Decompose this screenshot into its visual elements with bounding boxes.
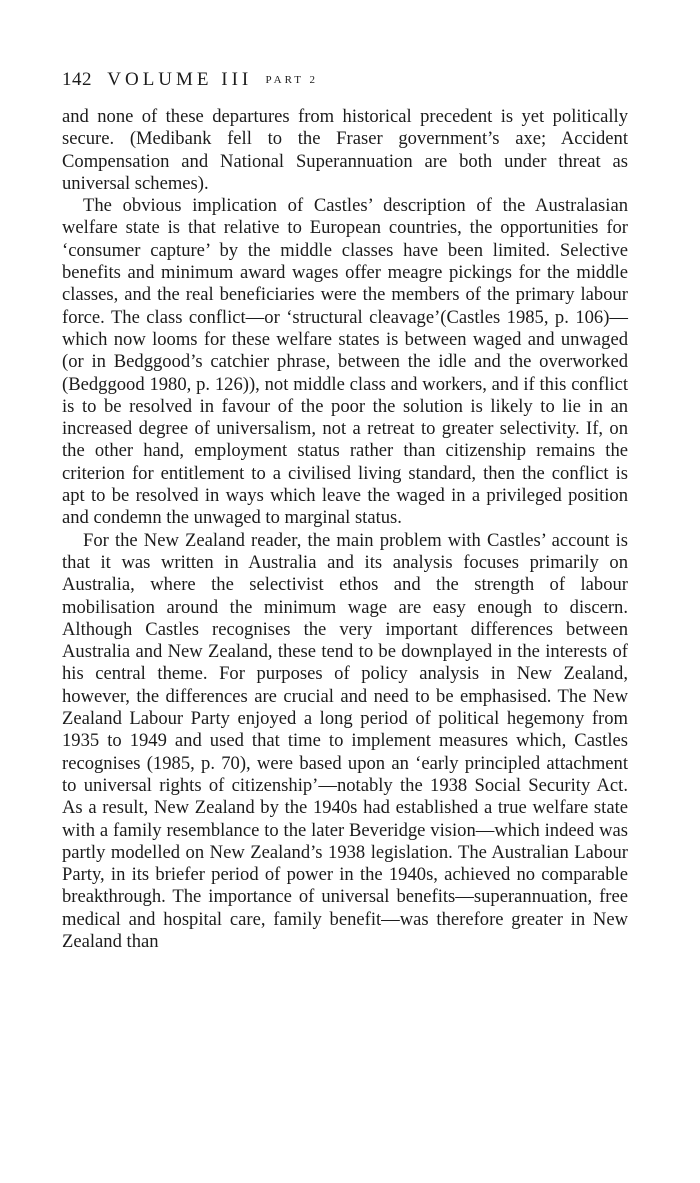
paragraph-welfare-state: The obvious implication of Castles’ description of the Australasian welfare state is that relative to European countries, the opportunities for ‘consumer capture’ by the middle classes have been limited. Selective benefits and minimum award wages offer meagre pickings for the middle classes, and the real beneficiaries were the members of the primary labour force. The class conflict—or ‘structural cleavage’(Castles 1985, p. 106)—which now looms for these welfare states is between waged and unwaged (or in Bedggood’s catchier phrase, between the idle and the overworked (Bedggood 1980, p. 126)), not middle class and workers, and if this conflict is to be resolved in favour of the poor the solution is likely to lie in an increased degree of universalism, not a retreat to greater selectivity. If, on the other hand, employment status rather than citizenship remains the criterion for entitlement to a civilised living standard, then the conflict is apt to be resolved in ways which leave the waged in a privileged position and condemn the unwaged to marginal status.	[62, 195, 628, 529]
paragraph-new-zealand: For the New Zealand reader, the main problem with Castles’ account is that it was written in Australia and its analysis focuses primarily on Australia, where the selectivist ethos and the strength of labour mobilisation around the minimum wage are easy enough to discern. Although Castles recognises the very important differences between Australia and New Zealand, these tend to be downplayed in the interests of his central theme. For purposes of policy analysis in New Zealand, however, the differences are crucial and need to be emphasised. The New Zealand Labour Party enjoyed a long period of political hegemony from 1935 to 1949 and used that time to implement measures which, Castles recognises (1985, p. 70), were based upon an ‘early principled attachment to universal rights of citizenship’—notably the 1938 Social Security Act. As a result, New Zealand by the 1940s had established a true welfare state with a family resemblance to the later Beveridge vision—which indeed was partly modelled on New Zealand’s 1938 legislation. The Australian Labour Party, in its briefer period of power in the 1940s, achieved no comparable breakthrough. The importance of universal benefits—superannuation, free medical and hospital care, family benefit—was therefore greater in New Zealand than	[62, 529, 628, 952]
page-number: 142	[62, 69, 92, 90]
book-page	[62, 68, 628, 953]
running-head	[62, 68, 628, 92]
part-label: PART 2	[265, 74, 319, 86]
paragraph-continuation: and none of these departures from historical precedent is yet politically secure. (Medibank fell to the Fraser government’s axe; Accident Compensation and National Superannuation are both under threat as universal schemes).	[62, 106, 628, 194]
body-text	[62, 106, 628, 953]
volume-label: VOLUME III	[107, 69, 253, 90]
